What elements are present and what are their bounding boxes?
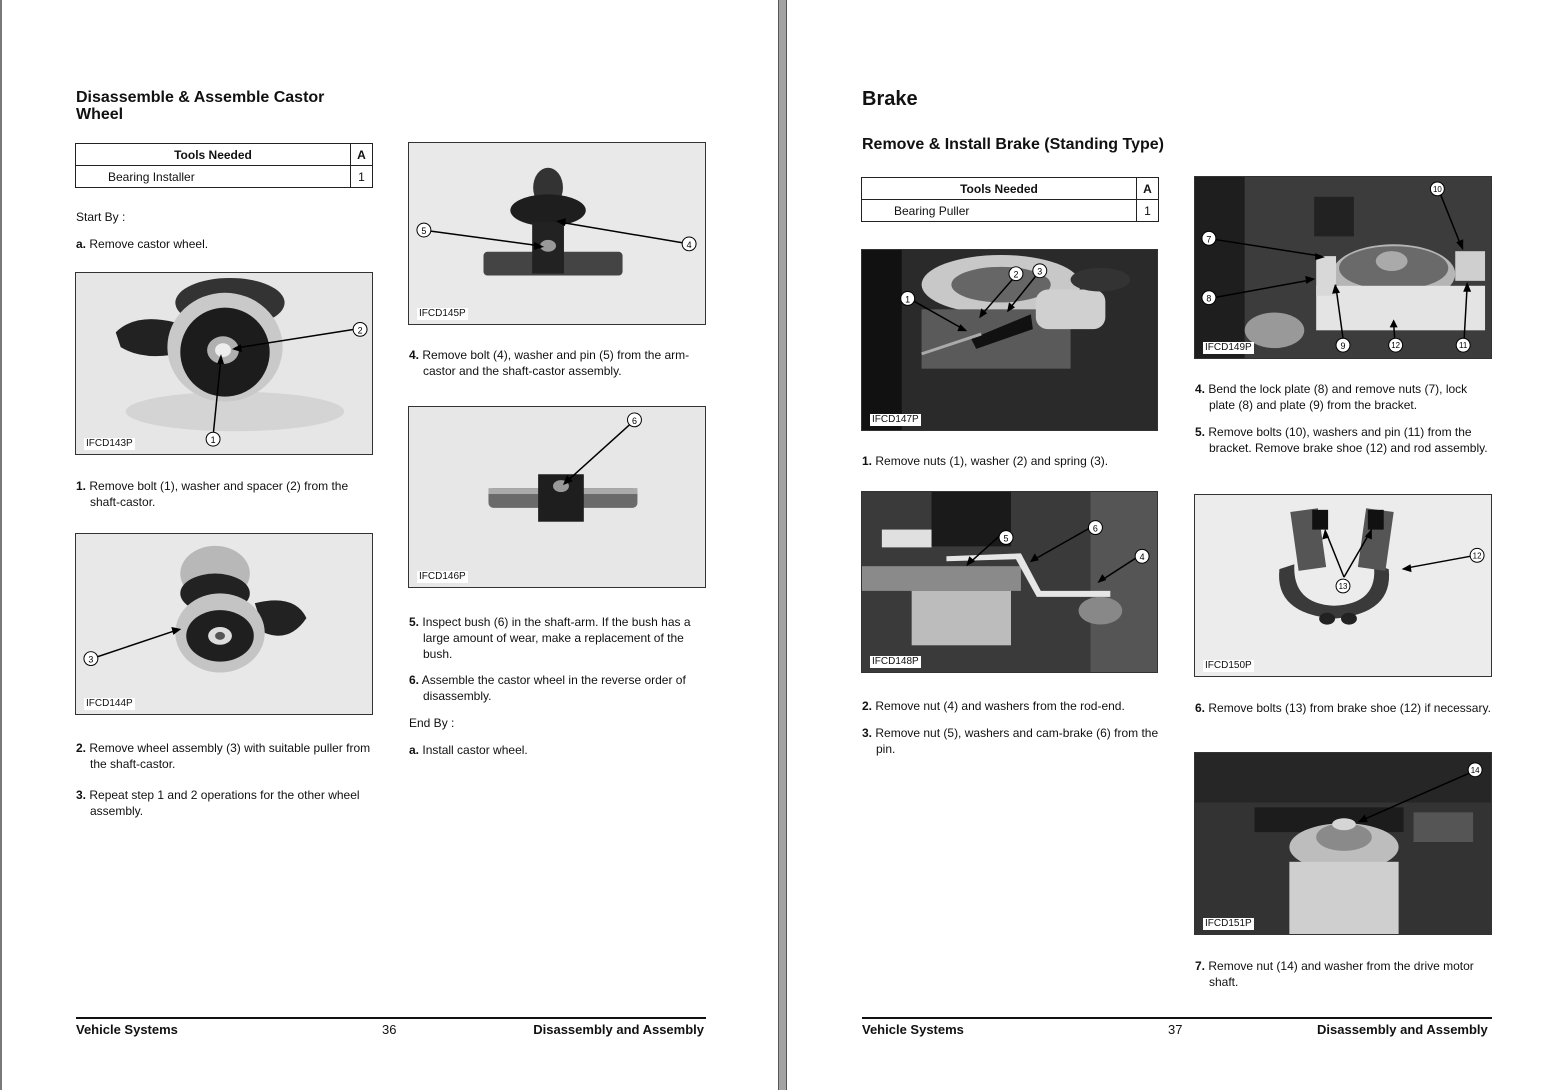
tools-header-name: Tools Needed [862,178,1137,200]
step-4 [1195,381,1495,413]
step-1 [862,453,1162,469]
svg-text:8: 8 [1206,293,1212,304]
step-number: 4. [1195,382,1206,396]
step-number: 1. [862,454,873,468]
step-text: Remove bolts (13) from brake shoe (12) if necessary. [1208,701,1491,715]
photo-drive-motor-nut [1194,752,1492,935]
end-item-marker: a. [409,743,420,757]
cam-brake-image [862,492,1157,672]
photo-brake-shoe [1194,494,1492,677]
photo-id-label: IFCD147P [872,414,919,425]
tool-name: Bearing Installer [76,166,351,188]
step-number: 4. [409,348,420,362]
svg-text:5: 5 [421,226,427,236]
step-text: Bend the lock plate (8) and remove nuts (7), lock plate (8) and plate (9) from the bracket. [1208,382,1468,412]
svg-text:14: 14 [1470,765,1480,775]
svg-text:6: 6 [1092,523,1098,534]
start-by-item [76,236,208,252]
start-by-label: Start By : [76,210,126,224]
step-text: Remove bolt (1), washer and spacer (2) from the shaft-castor. [89,479,349,509]
photo-cam-brake [861,491,1158,673]
page-37 [787,0,1555,1090]
photo-shaft-arm-bush [408,406,706,588]
step-number: 3. [862,726,873,740]
svg-text:7: 7 [1206,234,1212,245]
tools-header-qty: A [351,144,373,166]
castor-wheel-image [76,273,372,454]
svg-text:6: 6 [631,415,637,426]
page-number: 36 [382,1022,397,1037]
drive-motor-image [1195,753,1491,934]
tools-table-header [76,144,373,166]
step-text: Remove nut (14) and washer from the drive motor shaft. [1208,959,1474,989]
photo-id-label: IFCD150P [1205,660,1252,671]
svg-text:1: 1 [905,294,911,305]
footer-chapter: Disassembly and Assembly [533,1022,704,1037]
step-number: 6. [1195,701,1206,715]
step-2 [76,740,376,772]
shaft-arm-image [409,407,705,587]
tools-needed-table [75,143,373,188]
tools-table-header [862,178,1159,200]
section-title: Remove & Install Brake (Standing Type) [862,136,1164,153]
start-item-text: Remove castor wheel. [89,237,209,251]
footer-rule [76,1017,706,1019]
svg-text:12: 12 [1472,551,1482,561]
step-6 [1195,700,1495,716]
tool-qty: 1 [351,166,373,188]
step-7 [1195,958,1495,990]
page-number: 37 [1168,1022,1183,1037]
svg-text:13: 13 [1338,581,1348,591]
svg-text:2: 2 [1013,269,1019,280]
step-number: 6. [409,673,420,687]
svg-text:10: 10 [1432,184,1442,194]
step-number: 2. [76,741,87,755]
end-by-label: End By : [409,716,455,730]
svg-text:4: 4 [1139,552,1145,563]
footer-section: Vehicle Systems [862,1022,964,1037]
step-number: 7. [1195,959,1206,973]
step-number: 3. [76,788,87,802]
tool-name: Bearing Puller [862,200,1137,222]
section-title-line2: Wheel [76,106,124,123]
photo-wheel-assembly [75,533,373,715]
tools-table-row [76,166,373,188]
footer-rule [862,1017,1492,1019]
photo-brake-spring [861,249,1158,431]
svg-text:3: 3 [88,654,94,665]
svg-text:12: 12 [1391,341,1401,351]
svg-text:2: 2 [357,325,363,336]
step-text: Inspect bush (6) in the shaft-arm. If the bush has a large amount of wear, make a replacement of the bush. [422,615,691,661]
end-item-text: Install castor wheel. [422,743,528,757]
step-text: Remove bolt (4), washer and pin (5) from the arm-castor and the shaft-castor assembly. [422,348,690,378]
page-gutter [778,0,787,1090]
step-2 [862,698,1162,714]
step-3 [862,725,1162,757]
step-text: Remove nuts (1), washer (2) and spring (3). [875,454,1109,468]
svg-text:3: 3 [1037,266,1043,277]
footer-section: Vehicle Systems [76,1022,178,1037]
step-6 [409,672,709,704]
start-item-marker: a. [76,237,87,251]
step-text: Remove nut (4) and washers from the rod-end. [875,699,1125,713]
step-3 [76,787,376,819]
photo-id-label: IFCD148P [872,656,919,667]
tools-needed-table [861,177,1159,222]
svg-text:1: 1 [210,435,216,446]
step-text: Remove bolts (10), washers and pin (11) from the bracket. Remove brake shoe (12) and rod assembly. [1208,425,1488,455]
photo-id-label: IFCD149P [1205,342,1252,353]
photo-id-label: IFCD144P [86,698,133,709]
section-title-line1: Disassemble & Assemble Castor [76,89,325,106]
chapter-title: Brake [862,88,918,110]
wheel-assembly-image [76,534,372,714]
step-text: Remove nut (5), washers and cam-brake (6) from the pin. [875,726,1159,756]
photo-id-label: IFCD143P [86,438,133,449]
arm-castor-image [409,143,705,324]
lock-plate-image [1195,177,1491,358]
tools-table-row [862,200,1159,222]
step-5 [1195,424,1495,456]
page-36 [2,0,778,1090]
photo-id-label: IFCD151P [1205,918,1252,929]
tools-header-qty: A [1137,178,1159,200]
step-number: 5. [409,615,420,629]
section-title [76,89,376,123]
step-5 [409,614,709,662]
step-number: 5. [1195,425,1206,439]
end-by-item [409,742,528,758]
photo-id-label: IFCD146P [419,571,466,582]
brake-spring-image [862,250,1157,430]
step-1 [76,478,376,510]
step-text: Repeat step 1 and 2 operations for the other wheel assembly. [89,788,360,818]
step-number: 1. [76,479,87,493]
brake-shoe-image [1195,495,1491,676]
svg-text:9: 9 [1340,341,1346,352]
step-text: Remove wheel assembly (3) with suitable puller from the shaft-castor. [89,741,371,771]
step-text: Assemble the castor wheel in the reverse order of disassembly. [421,673,686,703]
tools-header-name: Tools Needed [76,144,351,166]
svg-text:11: 11 [1459,341,1468,351]
footer-chapter: Disassembly and Assembly [1317,1022,1488,1037]
photo-castor-wheel-bolt [75,272,373,455]
svg-text:5: 5 [1003,533,1009,544]
step-4 [409,347,709,379]
tool-qty: 1 [1137,200,1159,222]
photo-id-label: IFCD145P [419,308,466,319]
svg-text:4: 4 [686,239,692,250]
photo-lock-plate [1194,176,1492,359]
step-number: 2. [862,699,873,713]
photo-arm-castor [408,142,706,325]
